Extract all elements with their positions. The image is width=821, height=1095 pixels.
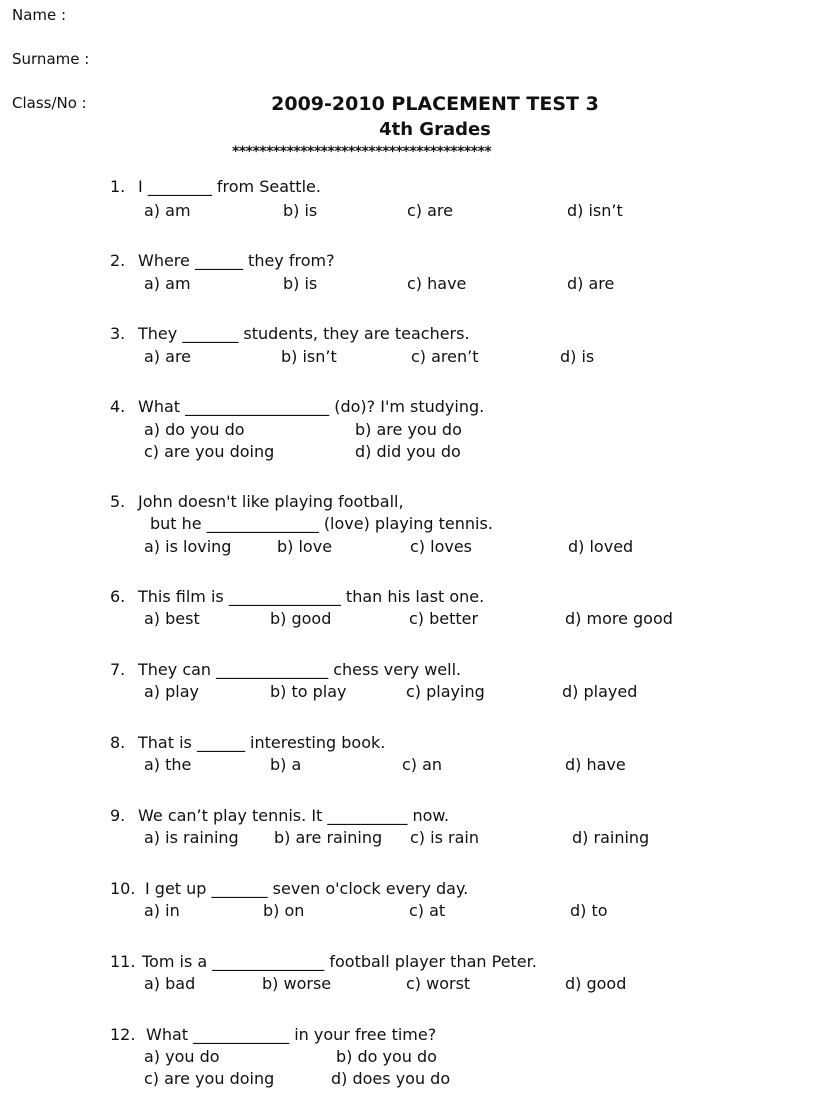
option-a: a) play	[144, 682, 200, 701]
question-text: Tom is a ______________ football player than Peter.	[142, 952, 537, 971]
class-label: Class/No :	[12, 94, 87, 112]
option-c: c) are	[407, 201, 453, 220]
option-d: d) isn’t	[567, 201, 623, 220]
option-a: a) do you do	[144, 420, 245, 439]
question-text-continued: but he ______________ (love) playing tennis.	[150, 514, 493, 533]
option-d: d) raining	[572, 828, 650, 847]
question-number: 5.	[110, 492, 126, 511]
option-c: c) is rain	[410, 828, 479, 847]
option-b: b) on	[263, 901, 305, 920]
option-d: d) loved	[568, 537, 634, 556]
option-d: d) to	[570, 901, 608, 920]
option-d: d) have	[565, 755, 626, 774]
option-b: b) do you do	[336, 1047, 437, 1066]
question-text: They can ______________ chess very well.	[138, 660, 462, 679]
option-a: a) is loving	[144, 537, 232, 556]
option-c: c) have	[407, 274, 467, 293]
question-number: 1.	[110, 177, 126, 196]
question-number: 8.	[110, 733, 126, 752]
option-b: b) to play	[270, 682, 347, 701]
question-number: 6.	[110, 587, 126, 606]
option-c: c) are you doing	[144, 442, 275, 461]
option-a: a) am	[144, 201, 191, 220]
option-a: a) is raining	[144, 828, 239, 847]
option-b: b) good	[270, 609, 332, 628]
option-b: b) is	[283, 274, 318, 293]
option-a: a) bad	[144, 974, 196, 993]
option-b: b) are raining	[274, 828, 383, 847]
option-a: a) you do	[144, 1047, 220, 1066]
option-a: a) are	[144, 347, 192, 366]
option-d: d) does you do	[331, 1069, 451, 1088]
question-text: That is ______ interesting book.	[138, 733, 386, 752]
option-c: c) at	[409, 901, 446, 920]
option-c: c) an	[402, 755, 443, 774]
star-divider: **************************************	[232, 144, 492, 160]
page-title: 2009-2010 PLACEMENT TEST 3	[271, 93, 599, 115]
option-b: b) a	[270, 755, 302, 774]
question-number: 11.	[110, 952, 136, 971]
question-number: 2.	[110, 251, 126, 270]
question-text: What ____________ in your free time?	[146, 1025, 437, 1044]
question-text: We can’t play tennis. It __________ now.	[138, 806, 450, 825]
page-subtitle: 4th Grades	[379, 119, 491, 140]
question-text: This film is ______________ than his last one.	[138, 587, 485, 606]
option-b: b) worse	[262, 974, 332, 993]
option-d: d) more good	[565, 609, 673, 628]
question-text: John doesn't like playing football,	[138, 492, 404, 511]
option-c: c) are you doing	[144, 1069, 275, 1088]
question-number: 10.	[110, 879, 136, 898]
question-text: I ________ from Seattle.	[138, 177, 321, 196]
option-c: c) worst	[406, 974, 471, 993]
option-b: b) love	[277, 537, 333, 556]
option-c: c) aren’t	[411, 347, 479, 366]
question-text: What __________________ (do)? I'm studying.	[138, 397, 485, 416]
question-text: I get up _______ seven o'clock every day.	[145, 879, 469, 898]
option-d: d) played	[562, 682, 638, 701]
name-label: Name :	[12, 6, 67, 24]
question-number: 7.	[110, 660, 126, 679]
option-b: b) are you do	[355, 420, 462, 439]
question-text: They _______ students, they are teachers.	[138, 324, 470, 343]
option-c: c) better	[409, 609, 479, 628]
option-b: b) is	[283, 201, 318, 220]
option-d: d) are	[567, 274, 615, 293]
option-b: b) isn’t	[281, 347, 337, 366]
option-d: d) did you do	[355, 442, 461, 461]
question-number: 12.	[110, 1025, 136, 1044]
option-a: a) best	[144, 609, 200, 628]
surname-label: Surname :	[12, 50, 90, 68]
option-a: a) in	[144, 901, 180, 920]
option-a: a) the	[144, 755, 192, 774]
option-d: d) is	[560, 347, 595, 366]
option-c: c) loves	[410, 537, 473, 556]
option-c: c) playing	[406, 682, 485, 701]
question-number: 9.	[110, 806, 126, 825]
option-a: a) am	[144, 274, 191, 293]
question-number: 4.	[110, 397, 126, 416]
question-number: 3.	[110, 324, 126, 343]
option-d: d) good	[565, 974, 627, 993]
question-text: Where ______ they from?	[138, 251, 335, 270]
